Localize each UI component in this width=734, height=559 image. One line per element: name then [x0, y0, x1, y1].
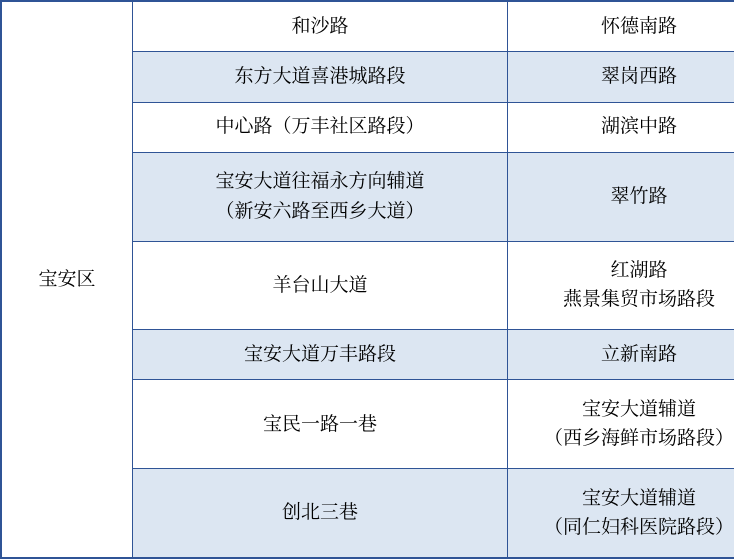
road-name-cell-primary	[133, 152, 508, 241]
road-name-line: 翠岗西路	[600, 66, 677, 88]
road-name-cell-primary	[133, 330, 508, 380]
road-name-line: 创北三巷	[281, 502, 358, 524]
road-name-cell-primary	[133, 102, 508, 152]
road-name-line: 红湖路	[610, 259, 668, 281]
road-name-cell-secondary	[508, 380, 734, 469]
road-name-line: 和沙路	[291, 15, 349, 37]
road-name-cell-primary	[133, 52, 508, 102]
road-name-line: （新安六路至西乡大道）	[215, 200, 425, 222]
road-name-cell-primary	[133, 241, 508, 330]
road-name-line: （同仁妇科医院路段）	[543, 517, 734, 539]
road-name-cell-secondary	[508, 330, 734, 380]
table-body	[1, 1, 734, 558]
road-name-line: （西乡海鲜市场路段）	[543, 428, 734, 450]
road-name-line: 翠竹路	[610, 185, 668, 207]
road-name-cell-secondary	[508, 102, 734, 152]
road-name-line: 羊台山大道	[272, 274, 368, 296]
road-name-line: 燕景集贸市场路段	[562, 289, 715, 311]
region-cell: 宝安区	[1, 1, 133, 558]
road-name-cell-secondary	[508, 1, 734, 52]
road-name-cell-primary	[133, 1, 508, 52]
road-name-line: 湖滨中路	[600, 116, 677, 138]
road-name-cell-secondary	[508, 152, 734, 241]
road-name-line: 立新南路	[600, 344, 677, 366]
road-name-line: 宝安大道辅道	[581, 398, 696, 420]
road-name-line: 宝安大道万丰路段	[243, 344, 396, 366]
road-name-line: 宝民一路一巷	[262, 413, 377, 435]
road-name-line: 怀德南路	[600, 15, 677, 37]
table-row	[1, 1, 734, 52]
road-name-cell-primary	[133, 469, 508, 558]
road-name-line: 中心路（万丰社区路段）	[215, 116, 425, 138]
road-name-cell-secondary	[508, 469, 734, 558]
road-name-cell-primary	[133, 380, 508, 469]
road-name-line: 宝安大道辅道	[581, 487, 696, 509]
road-name-line: 宝安大道往福永方向辅道	[215, 171, 425, 193]
road-name-cell-secondary	[508, 52, 734, 102]
road-name-line: 东方大道喜港城路段	[234, 66, 406, 88]
road-name-cell-secondary	[508, 241, 734, 330]
